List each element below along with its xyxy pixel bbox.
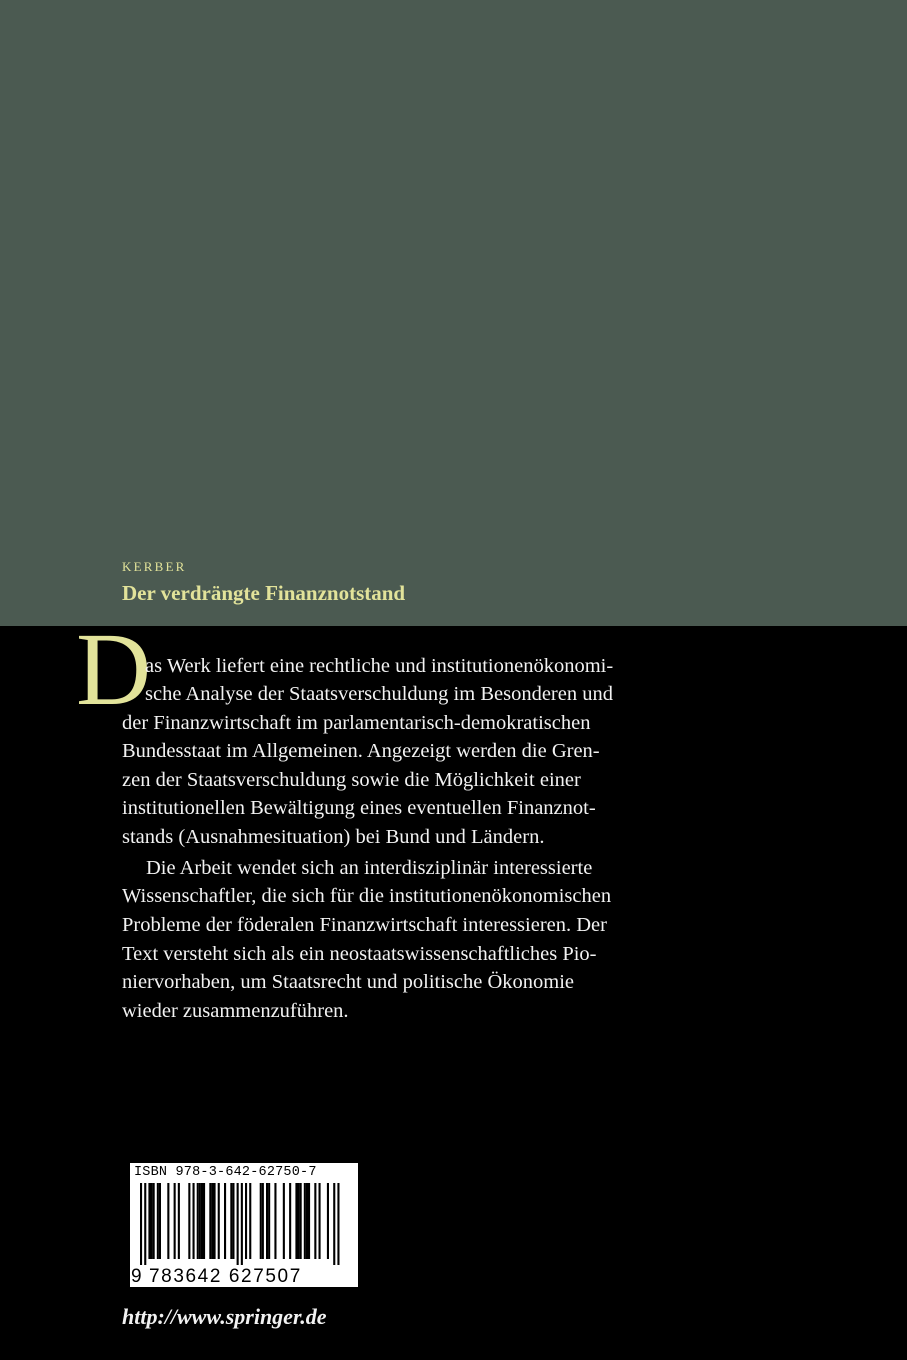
blurb-line: wieder zusammenzuführen. [122, 1000, 349, 1022]
barcode-bar [230, 1183, 232, 1259]
blurb-line: sche Analyse der Staatsverschuldung im Besonderen und [145, 683, 613, 705]
publisher-url[interactable]: http://www.springer.de [122, 1304, 327, 1329]
barcode-bar [295, 1183, 297, 1259]
barcode-bar [327, 1183, 329, 1259]
isbn-label: ISBN 978-3-642-62750-7 [134, 1165, 317, 1180]
blurb-line: zen der Staatsverschuldung sowie die Möglichkeit einer [122, 769, 581, 791]
blurb-line: Bundesstaat im Allgemeinen. Angezeigt werden die Gren- [122, 740, 600, 762]
barcode-bar [199, 1183, 201, 1259]
blurb-line: stands (Ausnahmesituation) bei Bund und Ländern. [122, 826, 545, 848]
barcode-bar [214, 1183, 216, 1259]
ean-first-digit: 9 [131, 1266, 142, 1287]
barcode-bar [262, 1183, 264, 1259]
blurb-line: institutionellen Bewältigung eines eventuellen Finanznot- [122, 797, 596, 819]
blurb-line: as Werk liefert eine rechtliche und institutionenökonomi- [145, 655, 614, 677]
barcode-bar [300, 1183, 302, 1259]
barcode-bar [167, 1183, 169, 1259]
barcode-bar [203, 1183, 205, 1259]
barcode-bar [157, 1183, 159, 1259]
barcode-bar [153, 1183, 155, 1259]
barcode-bar [188, 1183, 190, 1259]
barcode-bars [140, 1183, 350, 1265]
barcode-bar [274, 1183, 276, 1259]
cover-top-panel [0, 0, 907, 626]
isbn-barcode [130, 1163, 358, 1287]
barcode-bar [159, 1183, 161, 1259]
barcode-bar [260, 1183, 262, 1259]
barcode-bar [241, 1183, 243, 1265]
barcode-bar [151, 1183, 153, 1259]
blurb-line: Text versteht sich als ein neostaatswissenschaftliches Pio- [122, 943, 597, 965]
drop-cap: D [76, 612, 152, 727]
blurb-line: der Finanzwirtschaft im parlamentarisch-demokratischen [122, 712, 591, 734]
barcode-bar [337, 1183, 339, 1265]
barcode-bar [224, 1183, 226, 1259]
barcode-bar [197, 1183, 199, 1259]
blurb-line: niervorhaben, um Staatsrecht und politische Ökonomie [122, 971, 575, 993]
barcode-bar [148, 1183, 150, 1259]
barcode-bar [304, 1183, 306, 1259]
barcode-bar [209, 1183, 211, 1259]
barcode-bar [306, 1183, 308, 1259]
barcode-bar [266, 1183, 268, 1259]
barcode-bar [178, 1183, 180, 1259]
blurb-line: Die Arbeit wendet sich an interdisziplinär interessierte [146, 857, 593, 879]
barcode-bar [314, 1183, 316, 1259]
barcode-bar [245, 1183, 247, 1259]
barcode-bar [211, 1183, 213, 1259]
barcode-bar [218, 1183, 220, 1259]
author-name: KERBER [122, 559, 187, 574]
barcode-bar [283, 1183, 285, 1259]
barcode-bar [140, 1183, 142, 1265]
barcode-bar [144, 1183, 146, 1265]
barcode-bar [333, 1183, 335, 1265]
book-title: Der verdrängte Finanznotstand [122, 581, 406, 605]
barcode-bar [232, 1183, 234, 1259]
barcode-bar [319, 1183, 321, 1259]
barcode-bar [237, 1183, 239, 1265]
blurb-line: Probleme der föderalen Finanzwirtschaft interessieren. Der [122, 914, 607, 936]
barcode-bar [249, 1183, 251, 1259]
barcode-bar [174, 1183, 176, 1259]
barcode-bar [193, 1183, 195, 1259]
barcode-bar [298, 1183, 300, 1259]
barcode-bar [268, 1183, 270, 1259]
barcode-bar [201, 1183, 203, 1259]
ean-digits: 783642 627507 [149, 1266, 302, 1287]
barcode-bar [289, 1183, 291, 1259]
barcode-bar [308, 1183, 310, 1259]
blurb-line: Wissenschaftler, die sich für die institutionenökonomischen [122, 885, 612, 907]
